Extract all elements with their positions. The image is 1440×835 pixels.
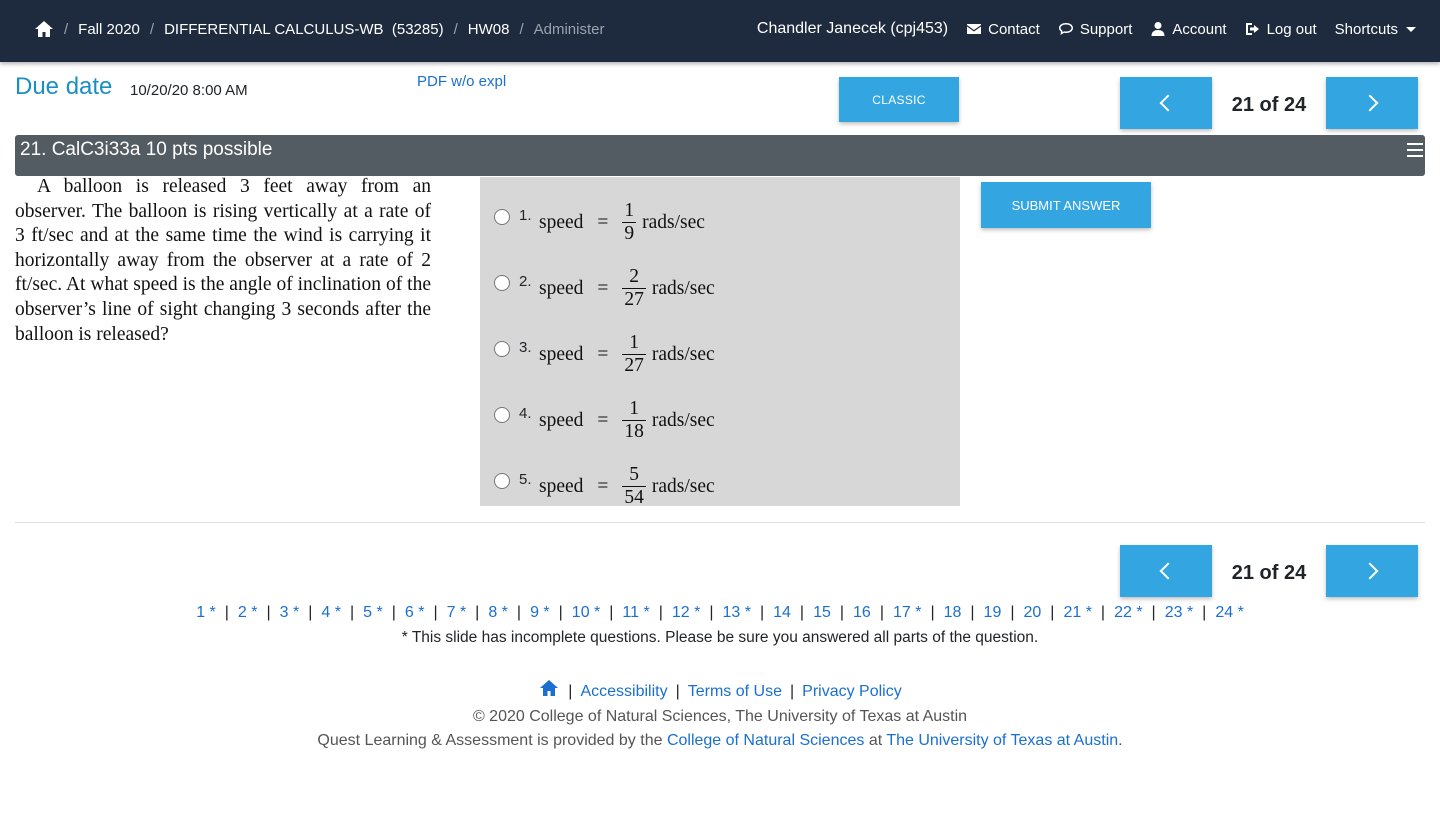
slide-link-4[interactable]: 4 * [321, 604, 341, 621]
terms-of-use-link[interactable]: Terms of Use [687, 683, 782, 700]
slide-separator: | [1050, 604, 1055, 621]
slide-link-19[interactable]: 19 [983, 604, 1002, 621]
accessibility-link[interactable]: Accessibility [580, 683, 668, 700]
denominator: 54 [624, 487, 644, 508]
slide-link-10[interactable]: 10 * [571, 604, 601, 621]
choice-lhs: speed [539, 343, 584, 365]
slide-link-13[interactable]: 13 * [722, 604, 751, 621]
choice-number: 2. [519, 273, 532, 290]
choice-unit: rads/sec [651, 409, 715, 431]
slide-link-9[interactable]: 9 * [530, 604, 550, 621]
prev-slide-button[interactable] [1120, 77, 1212, 129]
breadcrumb-separator: / [519, 20, 524, 38]
slide-separator: | [1100, 604, 1106, 621]
choice-unit: rads/sec [651, 277, 715, 299]
page-indicator: 21 of 24 [1231, 94, 1307, 116]
equals-sign: = [597, 343, 609, 365]
provided-by [0, 732, 1440, 750]
numerator: 5 [629, 464, 640, 485]
answer-choices [480, 177, 960, 506]
due-date-value: 10/20/20 8:00 AM [130, 82, 248, 99]
breadcrumb-separator: / [453, 20, 458, 38]
slide-link-22[interactable]: 22 * [1114, 604, 1143, 621]
cns-link[interactable]: College of Natural Sciences [666, 732, 865, 749]
breadcrumb-current: Administer [533, 20, 605, 38]
slide-separator: | [759, 604, 765, 621]
slide-link-6[interactable]: 6 * [404, 604, 425, 621]
slide-link-24[interactable]: 24 * [1215, 604, 1244, 621]
due-date-label: Due date [15, 73, 113, 100]
radio-button[interactable] [494, 407, 510, 423]
slide-separator: | [970, 604, 975, 621]
numerator: 1 [629, 332, 640, 353]
slide-link-23[interactable]: 23 * [1164, 604, 1194, 621]
chevron-right-icon [1362, 563, 1379, 580]
radio-button[interactable] [494, 473, 510, 489]
slide-link-12[interactable]: 12 * [671, 604, 701, 621]
slide-link-1[interactable]: 1 * [196, 604, 216, 621]
footer-separator: | [789, 683, 795, 700]
slide-separator: | [266, 604, 271, 621]
slide-separator: | [308, 604, 313, 621]
envelope-icon [966, 21, 982, 37]
logout-icon [1245, 21, 1261, 37]
slide-separator: | [391, 604, 396, 621]
provided-mid: at [864, 732, 887, 749]
slide-link-20[interactable]: 20 [1023, 604, 1042, 621]
slide-link-7[interactable]: 7 * [446, 604, 467, 621]
question-title: 21. CalC3i33a 10 pts possible [20, 139, 273, 160]
fraction [622, 398, 646, 443]
provided-suffix: . [1118, 732, 1123, 749]
slide-separator: | [1010, 604, 1015, 621]
support-link[interactable] [1058, 21, 1133, 38]
caret-down-icon [1406, 27, 1416, 32]
support-label: Support [1079, 20, 1133, 38]
breadcrumb-semester[interactable]: Fall 2020 [78, 20, 140, 38]
pdf-link[interactable]: PDF w/o expl [417, 73, 507, 90]
top-navbar [0, 0, 1440, 62]
fraction [622, 200, 636, 245]
footer-separator: | [568, 683, 573, 700]
question-text: A balloon is released 3 feet away from an observer. The balloon is rising vertically at a rate of 3 ft/sec and at the same time the wind is carrying it horizontally away from the observer at a rate of 2 ft/sec. At what speed is the angle of inclination of the observer’s line of sight changing 3 seconds after the balloon is released? [15, 176, 431, 345]
contact-link[interactable] [966, 21, 1040, 38]
numerator: 1 [629, 398, 640, 419]
user-nav [757, 0, 1416, 58]
slide-separator: | [930, 604, 935, 621]
choice-number: 5. [519, 471, 532, 488]
slide-link-5[interactable]: 5 * [363, 604, 383, 621]
choice-lhs: speed [539, 475, 584, 497]
equals-sign: = [597, 475, 609, 497]
chevron-right-icon [1362, 95, 1379, 112]
slide-separator: | [224, 604, 229, 621]
provided-prefix: Quest Learning & Assessment is provided by the [317, 732, 667, 749]
radio-button[interactable] [494, 209, 510, 225]
slide-link-15[interactable]: 15 [813, 604, 831, 621]
breadcrumb-assignment[interactable]: HW08 [467, 20, 510, 38]
fraction [622, 332, 646, 377]
user-name: Chandler Janecek (cpj453) [756, 20, 949, 37]
slide-separator: | [516, 604, 522, 621]
slide-separator: | [609, 604, 614, 621]
slide-link-11[interactable]: 11 * [622, 604, 650, 621]
denominator: 27 [624, 355, 644, 376]
slide-list [0, 604, 1440, 622]
slide-separator: | [558, 604, 563, 621]
shortcuts-dropdown[interactable] [1335, 21, 1416, 38]
slide-link-16[interactable]: 16 [853, 604, 871, 621]
slide-link-14[interactable]: 14 [773, 604, 791, 621]
logout-label: Log out [1266, 20, 1317, 38]
choice-number: 1. [519, 207, 532, 224]
denominator: 18 [624, 421, 644, 442]
choice-math [539, 398, 715, 443]
choice-number: 3. [519, 339, 532, 356]
radio-button[interactable] [494, 275, 510, 291]
denominator: 9 [624, 223, 635, 244]
slide-separator: | [433, 604, 438, 621]
footer-separator: | [675, 683, 680, 700]
slide-link-18[interactable]: 18 [943, 604, 962, 621]
slide-separator: | [349, 604, 355, 621]
home-icon[interactable] [538, 678, 560, 701]
slide-link-21[interactable]: 21 * [1063, 604, 1092, 621]
choice-math [539, 332, 715, 377]
slide-link-8[interactable]: 8 * [488, 604, 508, 621]
choice-lhs: speed [539, 277, 584, 299]
slide-separator: | [1151, 604, 1156, 621]
slide-link-3[interactable]: 3 * [279, 604, 300, 621]
shortcuts-label: Shortcuts [1334, 20, 1398, 38]
slide-separator: | [658, 604, 663, 621]
ut-austin-link[interactable]: The University of Texas at Austin [886, 732, 1119, 749]
chevron-left-icon [1160, 95, 1177, 112]
choice-unit: rads/sec [651, 475, 715, 497]
breadcrumb-separator: / [64, 20, 69, 38]
account-label: Account [1172, 20, 1227, 38]
chat-icon [1058, 21, 1074, 37]
submit-answer-button[interactable]: SUBMIT ANSWER [981, 182, 1151, 228]
home-icon[interactable] [34, 19, 54, 39]
denominator: 27 [624, 289, 644, 310]
copyright: © 2020 College of Natural Sciences, The University of Texas at Austin [472, 708, 968, 725]
equals-sign: = [597, 277, 609, 299]
account-link[interactable] [1150, 21, 1226, 38]
incomplete-note: * This slide has incomplete questions. Please be sure you answered all parts of the question. [401, 629, 1039, 646]
choice-math [539, 266, 715, 311]
fraction [622, 464, 646, 509]
divider [15, 522, 1425, 523]
user-icon [1150, 21, 1166, 37]
question-header [15, 135, 1425, 176]
numerator: 2 [629, 266, 640, 287]
logout-link[interactable] [1245, 21, 1317, 38]
prev-slide-button-bottom[interactable] [1120, 545, 1212, 597]
next-slide-button[interactable] [1326, 77, 1418, 129]
choice-math [539, 464, 715, 509]
slide-separator: | [879, 604, 884, 621]
page-indicator-bottom: 21 of 24 [1231, 562, 1307, 584]
numerator: 1 [624, 200, 635, 221]
privacy-policy-link[interactable]: Privacy Policy [802, 683, 902, 700]
slide-separator: | [839, 604, 845, 621]
slide-separator: | [1202, 604, 1207, 621]
contact-label: Contact [988, 20, 1040, 38]
equals-sign: = [597, 211, 609, 233]
slide-separator: | [475, 604, 480, 621]
slide-link-17[interactable]: 17 * [892, 604, 922, 621]
chevron-left-icon [1160, 563, 1177, 580]
slide-separator: | [799, 604, 805, 621]
choice-unit: rads/sec [642, 211, 705, 233]
next-slide-button-bottom[interactable] [1326, 545, 1418, 597]
slide-separator: | [709, 604, 714, 621]
breadcrumb-course[interactable]: DIFFERENTIAL CALCULUS-WB (53285) [164, 20, 444, 38]
breadcrumb [34, 0, 604, 58]
choice-lhs: speed [539, 409, 584, 431]
footer-links [0, 678, 1440, 701]
fraction [622, 266, 646, 311]
breadcrumb-separator: / [149, 20, 155, 38]
choice-lhs: speed [539, 211, 584, 233]
hamburger-menu-icon[interactable] [1407, 143, 1423, 157]
choice-math [539, 200, 705, 245]
radio-button[interactable] [494, 341, 510, 357]
equals-sign: = [597, 409, 609, 431]
classic-view-button[interactable]: CLASSIC [839, 77, 959, 122]
slide-link-2[interactable]: 2 * [237, 604, 258, 621]
choice-number: 4. [519, 405, 532, 422]
choice-unit: rads/sec [651, 343, 715, 365]
